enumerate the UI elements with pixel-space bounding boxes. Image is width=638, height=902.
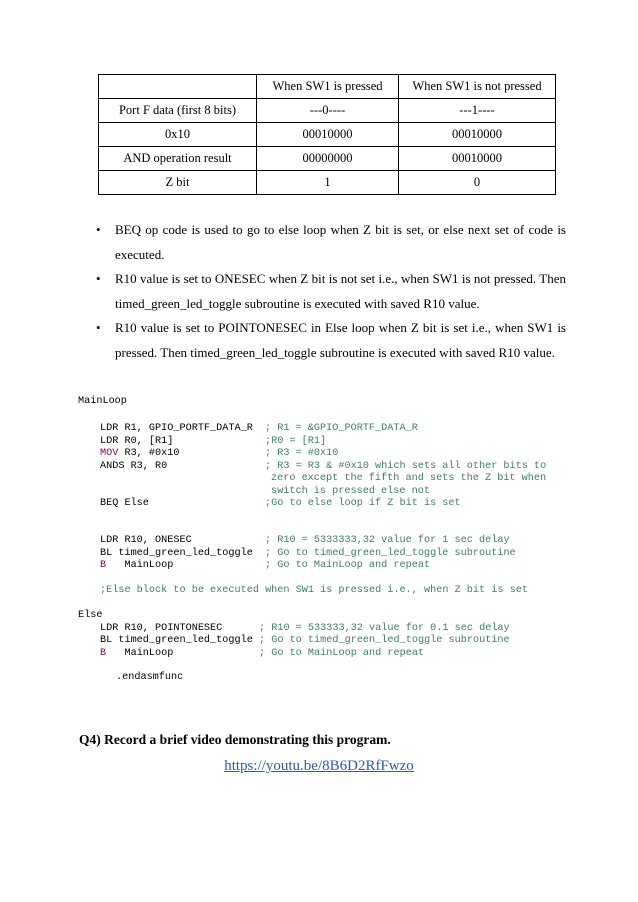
code-label-mainloop: MainLoop <box>78 396 127 407</box>
code-args: MainLoop <box>106 647 174 659</box>
code-args: R3, #0x10 <box>118 448 180 459</box>
code-directive: .endasmfunc <box>116 672 184 683</box>
code-comment: ; Go to MainLoop and repeat <box>259 647 425 659</box>
list-item <box>96 316 566 365</box>
code-line: ANDS R3, R0 <box>100 460 168 472</box>
code-line: BEQ Else <box>100 498 149 509</box>
table-cell: Z bit <box>99 171 257 195</box>
bullet-icon: • <box>96 320 101 335</box>
code-line: BL timed_green_led_toggle <box>100 635 253 646</box>
code-line: LDR R1, GPIO_PORTF_DATA_R <box>100 423 253 434</box>
table-cell: ---1---- <box>399 99 556 123</box>
bullet-icon: • <box>96 271 101 286</box>
code-comment: ;R0 = [R1] <box>265 435 327 447</box>
code-line: LDR R0, [R1] <box>100 435 174 447</box>
code-comment: ; R1 = &GPIO_PORTF_DATA_R <box>265 423 418 434</box>
code-comment: ; R3 = #0x10 <box>265 448 339 459</box>
explanation-bullet-list <box>96 218 566 365</box>
bullet-text: BEQ op code is used to go to else loop when Z bit is set, or else next set of code is executed. <box>115 222 566 262</box>
list-item <box>96 218 566 267</box>
question-heading: Q4) Record a brief video demonstrating this program. <box>79 732 391 747</box>
table-cell: 00000000 <box>257 147 399 171</box>
code-keyword: MOV <box>100 448 119 459</box>
sw1-truth-table <box>98 74 556 195</box>
table-header-cell <box>99 75 257 99</box>
code-keyword: B <box>100 647 107 659</box>
bullet-icon: • <box>96 222 101 237</box>
code-comment: ; Go to MainLoop and repeat <box>265 560 431 571</box>
table-row <box>99 123 556 147</box>
table-cell: AND operation result <box>99 147 257 171</box>
table-row <box>99 147 556 171</box>
video-link[interactable]: https://youtu.be/8B6D2RfFwzo <box>224 758 414 774</box>
table-cell: Port F data (first 8 bits) <box>99 99 257 123</box>
bullet-text: R10 value is set to ONESEC when Z bit is not set i.e., when SW1 is not pressed. Then timed_green_led_toggle subroutine is executed with saved R10 value. <box>115 271 566 311</box>
code-comment: ; R3 = R3 & #0x10 which sets all other bits to <box>265 460 547 472</box>
code-comment: ;Go to else loop if Z bit is set <box>265 498 461 509</box>
table-row <box>99 171 556 195</box>
code-args: MainLoop <box>106 560 174 571</box>
table-cell: 0 <box>399 171 556 195</box>
list-item <box>96 267 566 316</box>
code-line: BL timed_green_led_toggle <box>100 547 253 559</box>
code-keyword: B <box>100 560 107 571</box>
code-comment: ; R10 = 5333333,32 value for 1 sec delay <box>265 535 510 546</box>
table-row <box>99 99 556 123</box>
code-line <box>100 560 173 573</box>
table-header-row <box>99 75 556 99</box>
bullet-text: R10 value is set to POINTONESEC in Else loop when Z bit is set i.e., when SW1 is pressed. Then timed_green_led_toggle subroutine is executed with saved R10 value. <box>115 320 566 360</box>
table-cell: 00010000 <box>257 123 399 147</box>
table-cell: 0x10 <box>99 123 257 147</box>
table-cell: 1 <box>257 171 399 195</box>
table-cell: 00010000 <box>399 147 556 171</box>
code-line: LDR R10, ONESEC <box>100 535 192 546</box>
table-cell: 00010000 <box>399 123 556 147</box>
code-comment: ; Go to timed_green_led_toggle subroutine <box>265 547 516 559</box>
code-comment: switch is pressed else not <box>271 485 430 497</box>
code-line: LDR R10, POINTONESEC <box>100 622 223 634</box>
table-header-cell: When SW1 is pressed <box>257 75 399 99</box>
code-comment: ; R10 = 533333,32 value for 0.1 sec delay <box>259 622 510 634</box>
code-label-else: Else <box>78 610 103 621</box>
code-comment: ; Go to timed_green_led_toggle subroutine <box>259 635 510 646</box>
code-comment-else-note: ;Else block to be executed when SW1 is pressed i.e., when Z bit is set <box>100 585 528 596</box>
code-line <box>100 648 173 661</box>
code-comment: zero except the fifth and sets the Z bit when <box>271 473 547 484</box>
table-cell: ---0---- <box>257 99 399 123</box>
table-header-cell: When SW1 is not pressed <box>399 75 556 99</box>
code-line <box>100 448 179 461</box>
